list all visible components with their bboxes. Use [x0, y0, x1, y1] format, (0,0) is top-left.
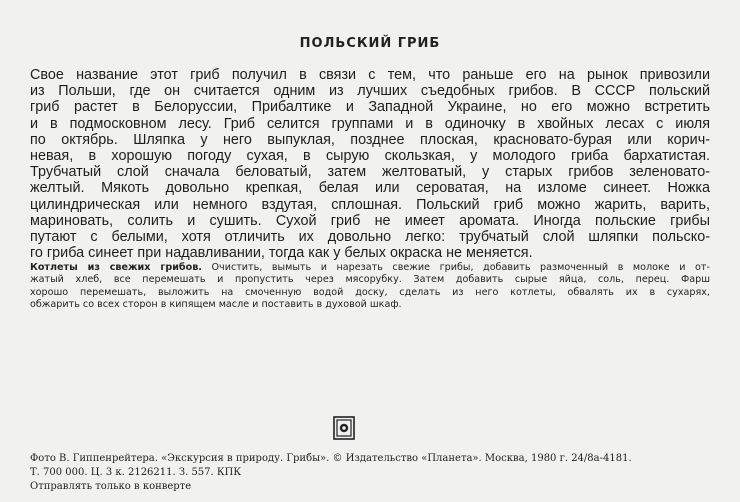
page-title: ПОЛЬСКИЙ ГРИБ	[299, 36, 441, 51]
description-line: из Польши, где он считается одним из лучших съедобных грибов. В СССР польский	[30, 83, 710, 100]
publisher-logo-icon	[333, 416, 355, 440]
description-line: го гриба синеет при надавливании, тогда как у белых окраска не меняется.	[30, 245, 533, 262]
recipe-line: жатый хлеб, все перемешать и пропустить через мясорубку. Затем добавить сырые яйца, соль, перец. Фарш	[30, 274, 710, 286]
recipe-line	[30, 262, 710, 274]
imprint-line: Отправлять только в конверте	[30, 481, 192, 492]
recipe-line: хорошо перемешать, выложить на смоченную водой доску, сделать из него котлеты, обвалять их в сухарях,	[30, 286, 710, 298]
description-line: желтый. Мякоть довольно крепкая, белая или сероватая, на изломе синеет. Ножка	[30, 180, 710, 197]
description-line: гриб растет в Белоруссии, Прибалтике и Западной Украине, но его можно встретить	[30, 99, 710, 116]
recipe-line-text: Очистить, вымыть и нарезать свежие грибы, добавить размоченный в молоке и от-	[211, 262, 710, 273]
imprint	[30, 452, 730, 494]
recipe-text	[30, 262, 710, 311]
description-line: Свое название этот гриб получил в связи с тем, что раньше его на рынок привозили	[30, 67, 710, 83]
recipe-line: обжарить со всех сторон в кипящем масле и поставить в духовой шкаф.	[30, 298, 402, 310]
description-line: и в подмосковном лесу. Гриб селится группами и в одиночку в хвойных лесах с июля	[30, 115, 710, 132]
description-text	[30, 67, 710, 261]
imprint-line: Т. 700 000. Ц. 3 к. 2126211. З. 557. КПК	[30, 467, 242, 478]
description-line: путают с белыми, хотя отличить их довольно легко: трубчатый слой шляпки польско-	[30, 229, 710, 246]
description-line: по октябрь. Шляпка у него выпуклая, позднее плоская, красновато-бурая или корич-	[30, 131, 710, 148]
description-line: Трубчатый слой сначала беловатый, затем желтоватый, у старых грибов зеленовато-	[30, 164, 710, 181]
description-line: мариновать, солить и сушить. Сухой гриб не имеет аромата. Иногда польские грибы	[30, 212, 710, 229]
description-line: невая, в хорошую погоду сухая, в сырую скользкая, у молодого гриба бархатистая.	[30, 148, 710, 165]
recipe-heading: Котлеты из свежих грибов.	[30, 262, 202, 273]
imprint-line: Фото В. Гиппенрейтера. «Экскурсия в природу. Грибы». © Издательство «Планета». Москва, 1980 г. 24/8а-4181.	[30, 453, 632, 464]
description-line: цилиндрическая или немного вздутая, сплошная. Польский гриб можно жарить, варить,	[30, 196, 710, 213]
